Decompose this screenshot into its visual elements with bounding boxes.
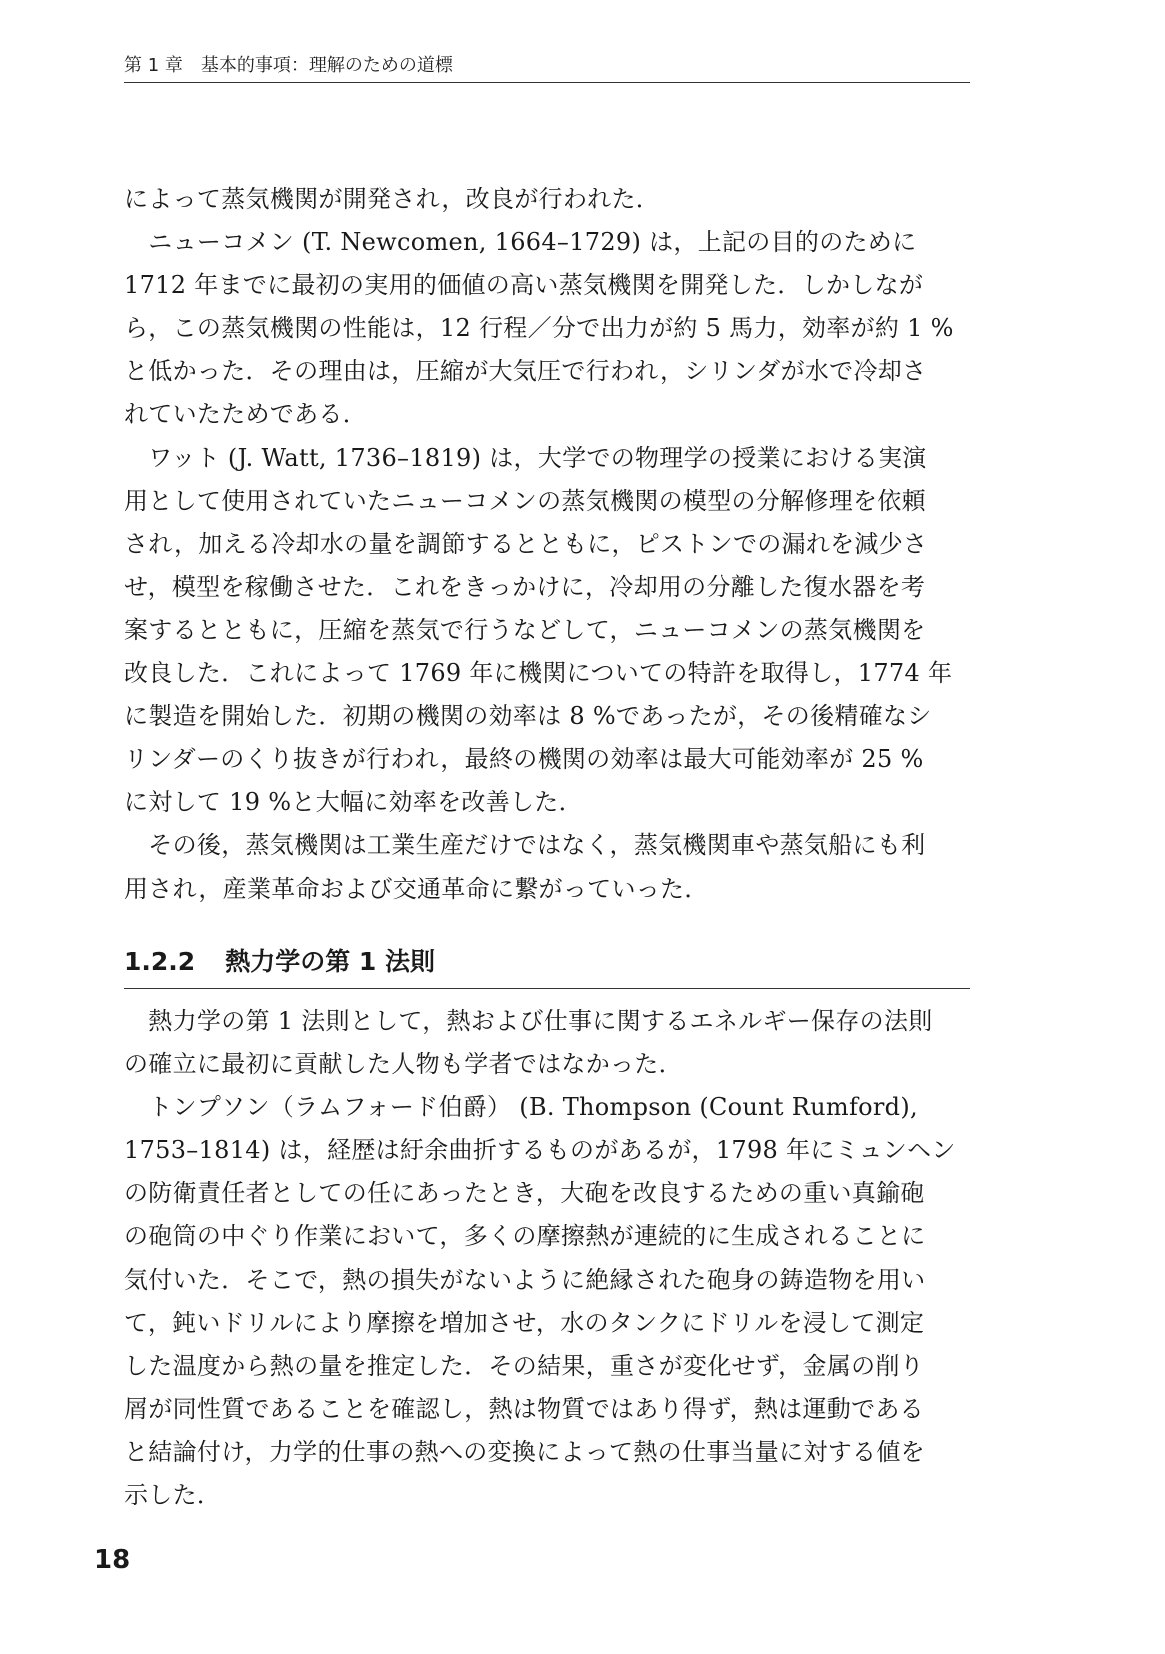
text-line: ニューコメン (T. Newcomen, 1664–1729) は，上記の目的のために bbox=[124, 228, 917, 257]
text-line: され，加える冷却水の量を調節するとともに，ピストンでの漏れを減少さ bbox=[124, 529, 928, 558]
text-line: に製造を開始した．初期の機関の効率は 8 %であったが，その後精確なシ bbox=[124, 702, 932, 731]
body-text-block-2 bbox=[124, 1000, 970, 1517]
text-line: と結論付け，力学的仕事の熱への変換によって熱の仕事当量に対する値を bbox=[124, 1437, 925, 1466]
text-line: せ，模型を稼働させた．これをきっかけに，冷却用の分離した復水器を考 bbox=[124, 572, 926, 601]
text-line: ら，この蒸気機関の性能は，12 行程／分で出力が約 5 馬力，効率が約 1 % bbox=[124, 314, 954, 343]
text-line: ワット (J. Watt, 1736–1819) は，大学での物理学の授業における実演 bbox=[124, 443, 927, 472]
text-line: に対して 19 %と大幅に効率を改善した． bbox=[124, 788, 583, 817]
text-line: 熱力学の第 1 法則として，熱および仕事に関するエネルギー保存の法則 bbox=[124, 1007, 933, 1035]
text-line: 改良した．これによって 1769 年に機関についての特許を取得し，1774 年 bbox=[124, 659, 953, 688]
body-text-block-1 bbox=[124, 178, 970, 911]
text-line: した温度から熱の量を推定した．その結果，重さが変化せず，金属の削り bbox=[124, 1351, 924, 1380]
text-line: の確立に最初に貢献した人物も学者ではなかった． bbox=[124, 1050, 683, 1079]
text-line: 1712 年までに最初の実用的価値の高い蒸気機関を開発した．しかしなが bbox=[124, 271, 924, 300]
page-number: 18 bbox=[94, 1545, 131, 1575]
text-line: 1753–1814) は，経歴は紆余曲折するものがあるが，1798 年にミュンヘン bbox=[124, 1136, 956, 1165]
text-line: トンプソン（ラムフォード伯爵） (B. Thompson (Count Rumford), bbox=[124, 1093, 918, 1122]
section-heading bbox=[124, 940, 970, 989]
text-line: と低かった．その理由は，圧縮が大気圧で行われ，シリンダが水で冷却さ bbox=[124, 357, 927, 386]
text-line: て，鈍いドリルにより摩擦を増加させ，水のタンクにドリルを浸して測定 bbox=[124, 1308, 925, 1337]
text-line: の砲筒の中ぐり作業において，多くの摩擦熱が連続的に生成されることに bbox=[124, 1222, 926, 1251]
text-line: リンダーのくり抜きが行われ，最終の機関の効率は最大可能効率が 25 % bbox=[124, 745, 924, 774]
text-line: の防衛責任者としての任にあったとき，大砲を改良するための重い真鍮砲 bbox=[124, 1179, 925, 1208]
text-line: その後，蒸気機関は工業生産だけではなく，蒸気機関車や蒸気船にも利 bbox=[124, 831, 926, 860]
text-line: 屑が同性質であることを確認し，熱は物質ではあり得ず，熱は運動である bbox=[124, 1394, 924, 1423]
text-line: 気付いた．そこで，熱の損失がないように絶縁された砲身の鋳造物を用い bbox=[124, 1265, 926, 1294]
running-head: 第 1 章 基本的事項：理解のための道標 bbox=[124, 54, 970, 83]
text-line: 用され，産業革命および交通革命に繋がっていった． bbox=[124, 874, 709, 903]
text-line: 示した． bbox=[124, 1481, 222, 1510]
text-line: によって蒸気機関が開発され，改良が行われた． bbox=[124, 185, 661, 213]
section-title: 熱力学の第 1 法則 bbox=[225, 947, 435, 976]
text-line: 案するとともに，圧縮を蒸気で行うなどして，ニューコメンの蒸気機関を bbox=[124, 615, 926, 644]
text-line: れていたためである． bbox=[124, 400, 367, 429]
section-number: 1.2.2 bbox=[124, 947, 196, 976]
text-line: 用として使用されていたニューコメンの蒸気機関の模型の分解修理を依頼 bbox=[124, 486, 926, 515]
